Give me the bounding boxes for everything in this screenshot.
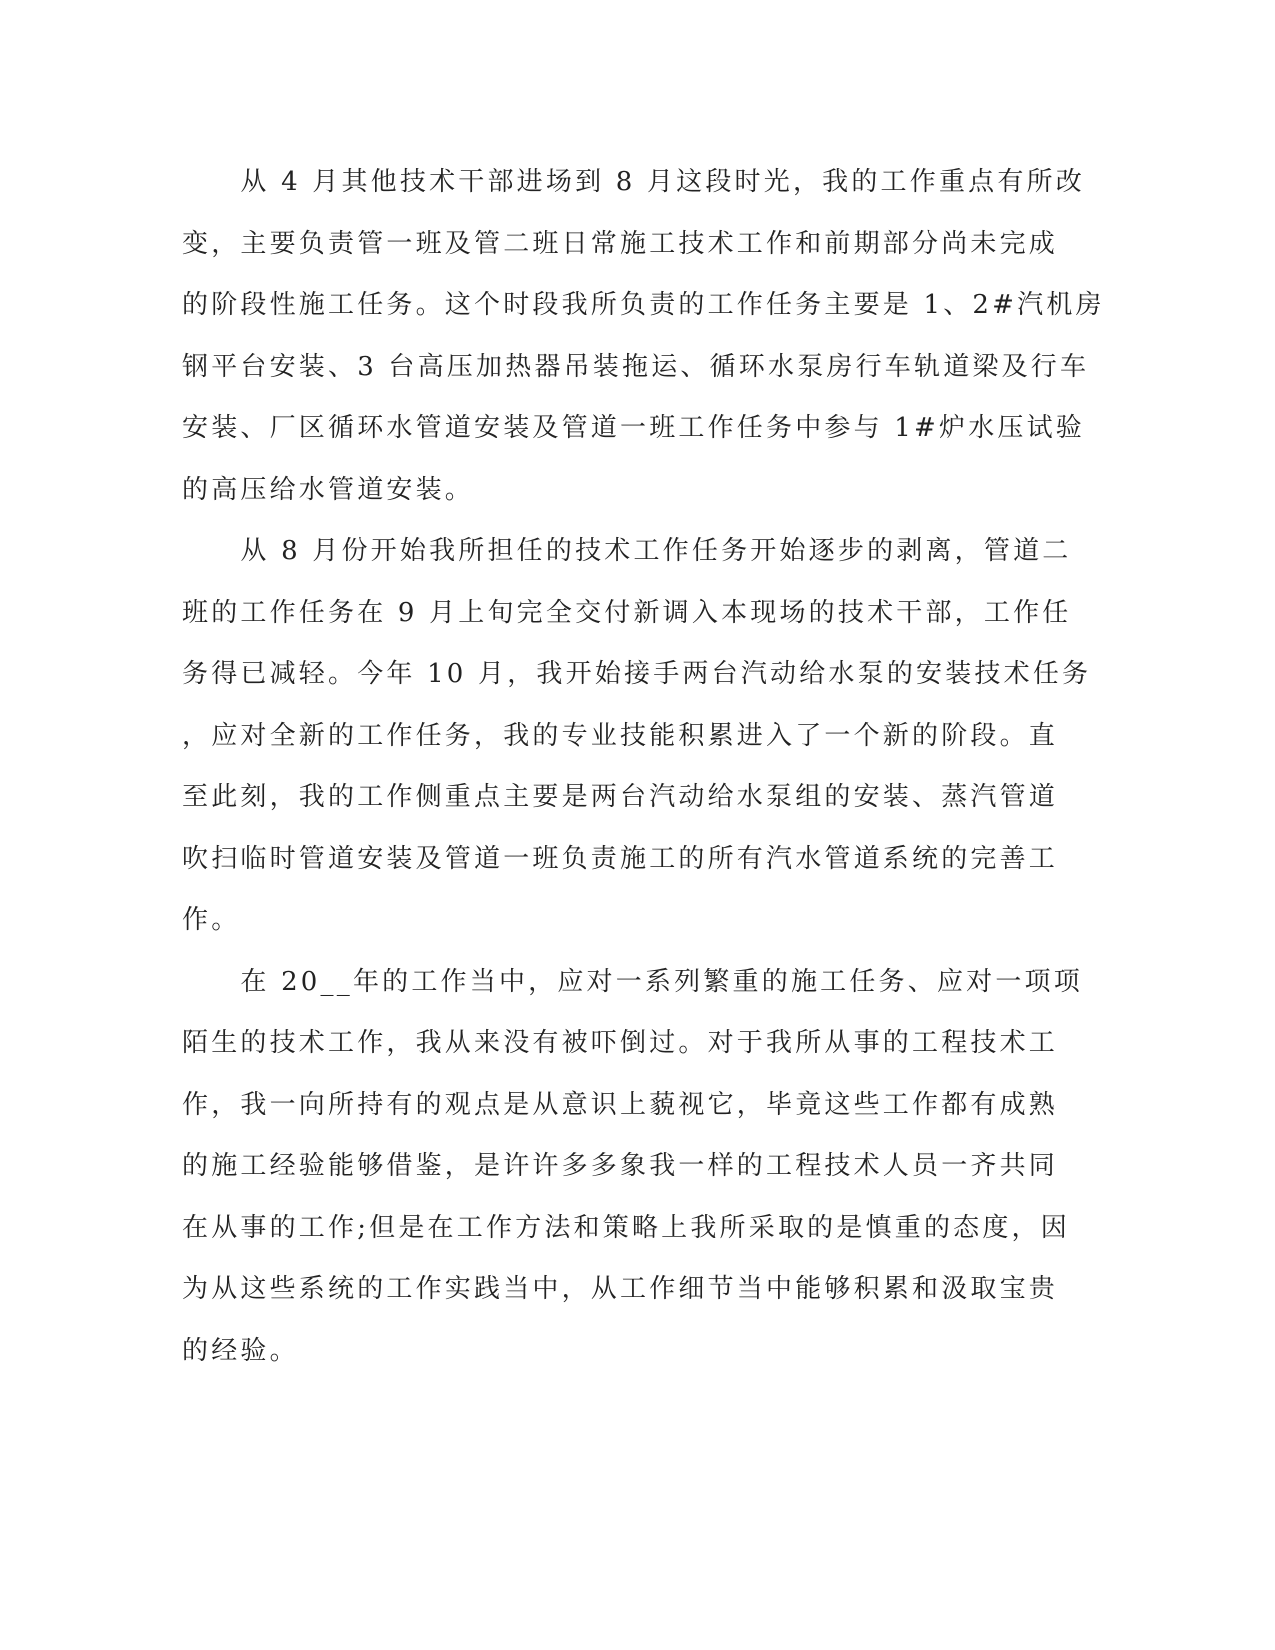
text-line: 从 4 月其他技术干部进场到 8 月这段时光，我的工作重点有所改 [182,167,1085,197]
text-line: 的阶段性施工任务。这个时段我所负责的工作任务主要是 1、2#汽机房 [182,290,1105,320]
text-line: ，应对全新的工作任务，我的专业技能积累进入了一个新的阶段。直 [182,720,1059,751]
document-body [182,162,1105,1392]
text-line: 安装、厂区循环水管道安装及管道一班工作任务中参与 1#炉水压试验 [182,413,1085,443]
paragraph-3 [182,962,1083,1393]
text-line: 至此刻，我的工作侧重点主要是两台汽动给水泵组的安装、蒸汽管道 [182,782,1059,812]
text-line: 在 20__年的工作当中，应对一系列繁重的施工任务、应对一项项 [182,966,1083,997]
text-line: 吹扫临时管道安装及管道一班负责施工的所有汽水管道系统的完善工 [182,843,1059,874]
text-line: 为从这些系统的工作实践当中，从工作细节当中能够积累和汲取宝贵 [182,1274,1059,1304]
text-line: 陌生的技术工作，我从来没有被吓倒过。对于我所从事的工程技术工 [182,1028,1059,1058]
paragraph-2 [182,531,1092,962]
text-line: 的经验。 [182,1335,299,1366]
paragraph-1 [182,162,1105,531]
text-line: 从 8 月份开始我所担任的技术工作任务开始逐步的剥离，管道二 [182,536,1072,566]
text-line: 作，我一向所持有的观点是从意识上藐视它，毕竟这些工作都有成熟 [182,1089,1059,1120]
text-line: 务得已减轻。今年 10 月，我开始接手两台汽动给水泵的安装技术任务 [182,659,1092,689]
text-line: 在从事的工作;但是在工作方法和策略上我所采取的是慎重的态度，因 [182,1212,1070,1243]
text-line: 作。 [182,905,241,935]
text-line: 的高压给水管道安装。 [182,474,475,505]
text-line: 钢平台安装、3 台高压加热器吊装拖运、循环水泵房行车轨道梁及行车 [182,351,1090,382]
text-line: 变，主要负责管一班及管二班日常施工技术工作和前期部分尚未完成 [182,228,1059,259]
text-line: 的施工经验能够借鉴，是许许多多象我一样的工程技术人员一齐共同 [182,1151,1059,1181]
text-line: 班的工作任务在 9 月上旬完全交付新调入本现场的技术干部，工作任 [182,597,1072,628]
